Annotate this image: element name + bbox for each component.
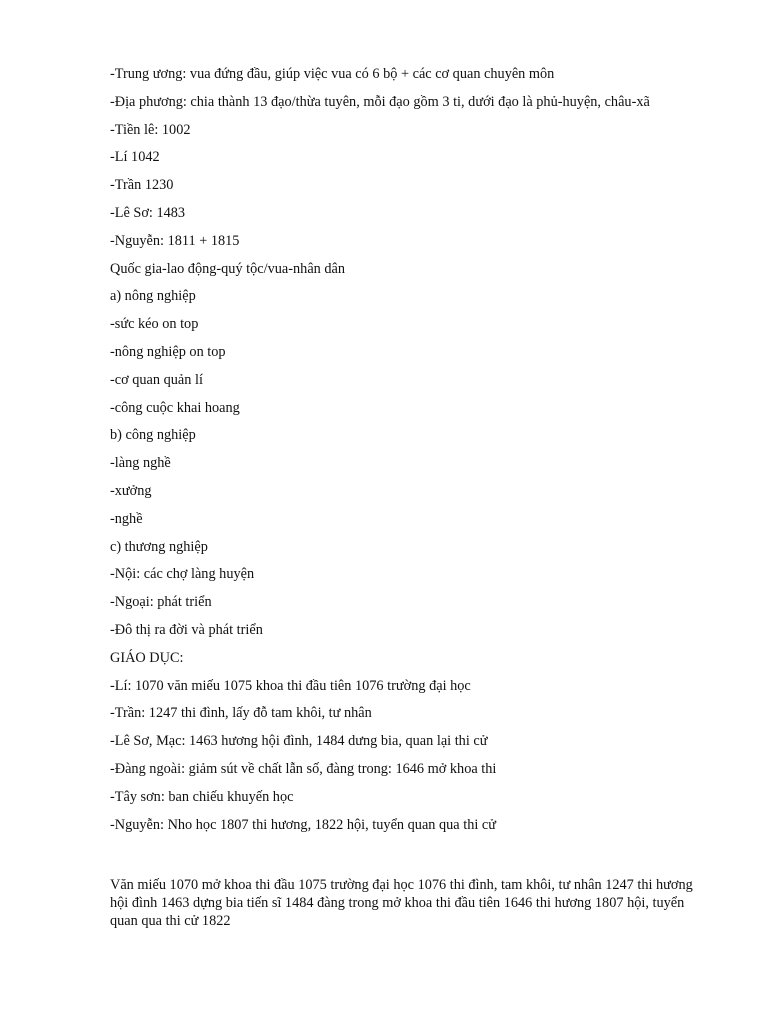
note-line: -Lí 1042 xyxy=(110,149,160,166)
section-heading: Quốc gia-lao động-quý tộc/vua-nhân dân xyxy=(110,260,346,277)
note-line: -Lí: 1070 văn miếu 1075 khoa thi đầu tiên 1076 trường đại học xyxy=(110,677,471,694)
note-line: -Trần 1230 xyxy=(110,177,174,194)
note-line: -Nguyễn: 1811 + 1815 xyxy=(110,232,240,249)
note-line: -cơ quan quản lí xyxy=(110,371,203,388)
note-line: -sức kéo on top xyxy=(110,316,199,333)
note-line: -làng nghề xyxy=(110,455,171,472)
note-line: -nghề xyxy=(110,510,143,527)
note-line: -Đàng ngoài: giảm sút về chất lẫn số, đàng trong: 1646 mở khoa thi xyxy=(110,760,497,777)
note-line: -Trần: 1247 thi đình, lấy đỗ tam khôi, tư nhân xyxy=(110,705,372,722)
section-heading: a) nông nghiệp xyxy=(110,288,196,305)
note-line: -xưởng xyxy=(110,482,152,499)
note-line: -Nguyễn: Nho học 1807 thi hương, 1822 hội, tuyển quan qua thi cử xyxy=(110,816,496,833)
note-line: -Lê Sơ: 1483 xyxy=(110,204,186,221)
note-line: -Trung ương: vua đứng đầu, giúp việc vua có 6 bộ + các cơ quan chuyên môn xyxy=(110,66,555,82)
section-heading: c) thương nghiệp xyxy=(110,538,208,555)
note-line: -nông nghiệp on top xyxy=(110,343,226,360)
section-heading: GIÁO DỤC: xyxy=(110,649,184,666)
note-line: -Tiền lê: 1002 xyxy=(110,121,191,138)
note-line: -Tây sơn: ban chiếu khuyến học xyxy=(110,788,294,805)
note-line: -Lê Sơ, Mạc: 1463 hương hội đình, 1484 dưng bia, quan lại thi cử xyxy=(110,733,488,750)
note-line: -Nội: các chợ làng huyện xyxy=(110,566,255,583)
section-heading: b) công nghiệp xyxy=(110,427,196,444)
note-line: -Địa phương: chia thành 13 đạo/thừa tuyên, mỗi đạo gồm 3 ti, dưới đạo là phủ-huyện, châu-xã xyxy=(110,93,650,110)
note-line: -Ngoại: phát triển xyxy=(110,594,212,611)
note-line: -Đô thị ra đời và phát triển xyxy=(110,621,263,638)
note-line: -công cuộc khai hoang xyxy=(110,399,240,416)
notes-list xyxy=(110,66,710,844)
summary-paragraph: Văn miếu 1070 mở khoa thi đầu 1075 trường đại học 1076 thi đình, tam khôi, tư nhân 1247 thi hương hội đình 1463 dựng bia tiến sĩ 1484 đàng trong mở khoa thi đầu tiên 1646 thi hương 1807 hội, tuyển quan qua thi cử 1822 xyxy=(110,877,693,929)
